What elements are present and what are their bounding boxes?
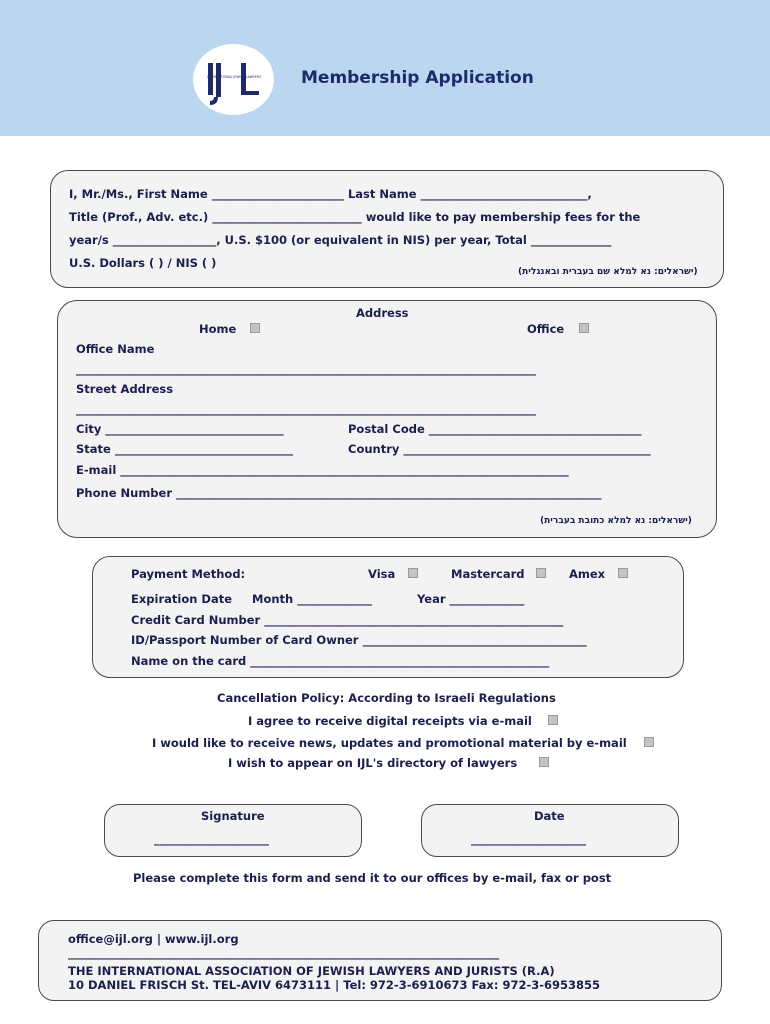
payment-method-label: Payment Method:: [131, 567, 246, 581]
state-field[interactable]: State _______________________________: [76, 442, 294, 456]
date-label: Date: [534, 809, 565, 823]
id-passport-field[interactable]: ID/Passport Number of Card Owner _______________________________________: [131, 633, 587, 647]
visa-checkbox[interactable]: [408, 568, 418, 578]
currency-line[interactable]: U.S. Dollars ( ) / NIS ( ): [69, 256, 217, 270]
month-field[interactable]: Month _____________: [252, 592, 372, 606]
office-name-label: Office Name: [76, 342, 155, 356]
postal-code-field[interactable]: Postal Code _____________________________________: [348, 422, 642, 436]
year-field[interactable]: Year _____________: [417, 592, 525, 606]
receipts-label: I agree to receive digital receipts via e-mail: [248, 714, 532, 728]
hebrew-address-note: (ישראלים: נא למלא כתובת בעברית): [540, 516, 692, 526]
directory-label: I wish to appear on IJL's directory of lawyers: [228, 756, 518, 770]
organization-name: THE INTERNATIONAL ASSOCIATION OF JEWISH LAWYERS AND JURISTS (R.A): [68, 964, 555, 978]
name-on-card-field[interactable]: Name on the card ____________________________________________________: [131, 654, 550, 668]
contact-info[interactable]: office@ijl.org | www.ijl.org: [68, 932, 239, 946]
footer-separator: ___________________________________________________________________________: [68, 946, 500, 960]
address-heading: Address: [356, 306, 409, 320]
address-box: [57, 300, 717, 538]
expiration-label: Expiration Date: [131, 592, 233, 606]
signature-line[interactable]: ____________________: [154, 832, 269, 846]
street-line[interactable]: ________________________________________________________________________________: [76, 402, 536, 416]
directory-checkbox[interactable]: [539, 757, 549, 767]
logo: [193, 44, 274, 115]
years-line[interactable]: year/s __________________, U.S. $100 (or equivalent in NIS) per year, Total ______________: [69, 233, 612, 247]
mastercard-checkbox[interactable]: [536, 568, 546, 578]
cancellation-policy: Cancellation Policy: According to Israeli Regulations: [217, 691, 556, 705]
phone-field[interactable]: Phone Number __________________________________________________________________________: [76, 486, 602, 500]
hebrew-name-note: (ישראלים: נא למלא שם בעברית ובאנגלית): [518, 267, 698, 277]
receipts-checkbox[interactable]: [548, 715, 558, 725]
news-checkbox[interactable]: [644, 737, 654, 747]
news-label: I would like to receive news, updates and promotional material by e-mail: [152, 736, 627, 750]
amex-checkbox[interactable]: [618, 568, 628, 578]
title-line[interactable]: Title (Prof., Adv. etc.) __________________________ would like to pay membership fees for the: [69, 210, 641, 224]
city-field[interactable]: City _______________________________: [76, 422, 284, 436]
office-label: Office: [527, 322, 565, 336]
mastercard-label: Mastercard: [451, 567, 525, 581]
card-number-field[interactable]: Credit Card Number ____________________________________________________: [131, 613, 564, 627]
home-checkbox[interactable]: [250, 323, 260, 333]
name-line[interactable]: I, Mr./Ms., First Name _______________________ Last Name _____________________________,: [69, 187, 592, 201]
header-band: [0, 0, 770, 136]
visa-label: Visa: [368, 567, 396, 581]
office-name-line[interactable]: ________________________________________________________________________________: [76, 362, 536, 376]
country-field[interactable]: Country ___________________________________________: [348, 442, 651, 456]
street-label: Street Address: [76, 382, 174, 396]
logo-subtext: INTERNATIONAL JEWISH LAWYERS: [206, 74, 261, 79]
ijl-logo-icon: [199, 50, 269, 110]
signature-label: Signature: [201, 809, 265, 823]
home-label: Home: [199, 322, 237, 336]
date-line[interactable]: ____________________: [471, 832, 586, 846]
amex-label: Amex: [569, 567, 606, 581]
page-title: Membership Application: [301, 68, 534, 88]
instruction-text: Please complete this form and send it to our offices by e-mail, fax or post: [133, 871, 612, 885]
office-checkbox[interactable]: [579, 323, 589, 333]
organization-address: 10 DANIEL FRISCH St. TEL-AVIV 6473111 | Tel: 972-3-6910673 Fax: 972-3-6953855: [68, 978, 601, 992]
email-field[interactable]: E-mail ______________________________________________________________________________: [76, 463, 569, 477]
